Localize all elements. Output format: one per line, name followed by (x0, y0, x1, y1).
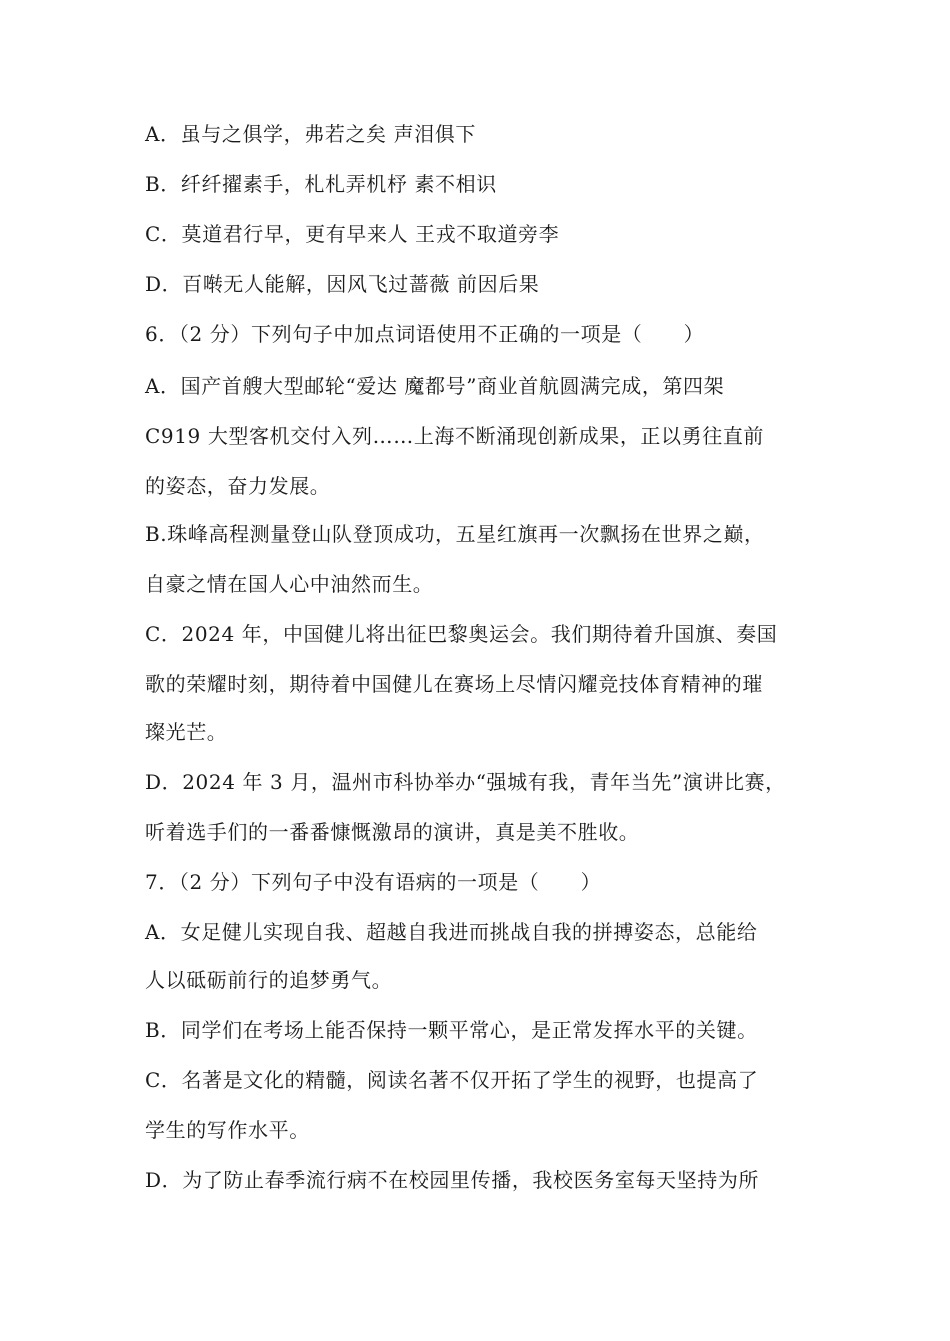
q6-option-d-line-1: D．2024 年 3 月，温州市科协举办“强城有我，青年当先”演讲比赛， (145, 770, 786, 794)
q7-stem: 7．（2 分）下列句子中没有语病的一项是（ ） (145, 870, 602, 894)
q6-option-a-line-3: 的姿态，奋力发展。 (145, 474, 331, 498)
q7-option-a-line-2: 人以砥砺前行的追梦勇气。 (145, 968, 393, 992)
q7-option-d-line-1: D．为了防止春季流行病不在校园里传播，我校医务室每天坚持为所 (145, 1168, 760, 1192)
q6-option-a-line-2: C919 大型客机交付入列……上海不断涌现创新成果，正以勇往直前 (145, 424, 765, 448)
q7-option-c-line-2: 学生的写作水平。 (145, 1118, 310, 1142)
q6-option-b-line-2: 自豪之情在国人心中油然而生。 (145, 572, 434, 596)
q6-option-c-line-3: 璨光芒。 (145, 720, 228, 744)
q5-option-c: C．莫道君行早，更有早来人 王戎不取道旁李 (145, 222, 560, 246)
q6-option-a-line-1: A．国产首艘大型邮轮“爱达 魔都号”商业首航圆满完成，第四架 (145, 374, 725, 398)
q6-stem: 6．（2 分）下列句子中加点词语使用不正确的一项是（ ） (145, 322, 705, 346)
q7-option-b-line-1: B．同学们在考场上能否保持一颗平常心，是正常发挥水平的关键。 (145, 1018, 758, 1042)
q5-option-d: D．百啭无人能解，因风飞过蔷薇 前因后果 (145, 272, 540, 296)
q6-option-b-line-1: B.珠峰高程测量登山队登顶成功，五星红旗再一次飘扬在世界之巅， (145, 522, 765, 546)
q7-option-c-line-1: C．名著是文化的精髓，阅读名著不仅开拓了学生的视野，也提高了 (145, 1068, 759, 1092)
q7-option-a-line-1: A．女足健儿实现自我、超越自我进而挑战自我的拼搏姿态，总能给 (145, 920, 758, 944)
q5-option-b: B．纤纤擢素手，札札弄机杼 素不相识 (145, 172, 497, 196)
q5-option-a: A．虽与之俱学，弗若之矣 声泪俱下 (145, 122, 477, 146)
q6-option-c-line-2: 歌的荣耀时刻，期待着中国健儿在赛场上尽情闪耀竞技体育精神的璀 (145, 672, 763, 696)
q6-option-d-line-2: 听着选手们的一番番慷慨激昂的演讲，真是美不胜收。 (145, 820, 640, 844)
q6-option-c-line-1: C．2024 年，中国健儿将出征巴黎奥运会。我们期待着升国旗、奏国 (145, 622, 778, 646)
